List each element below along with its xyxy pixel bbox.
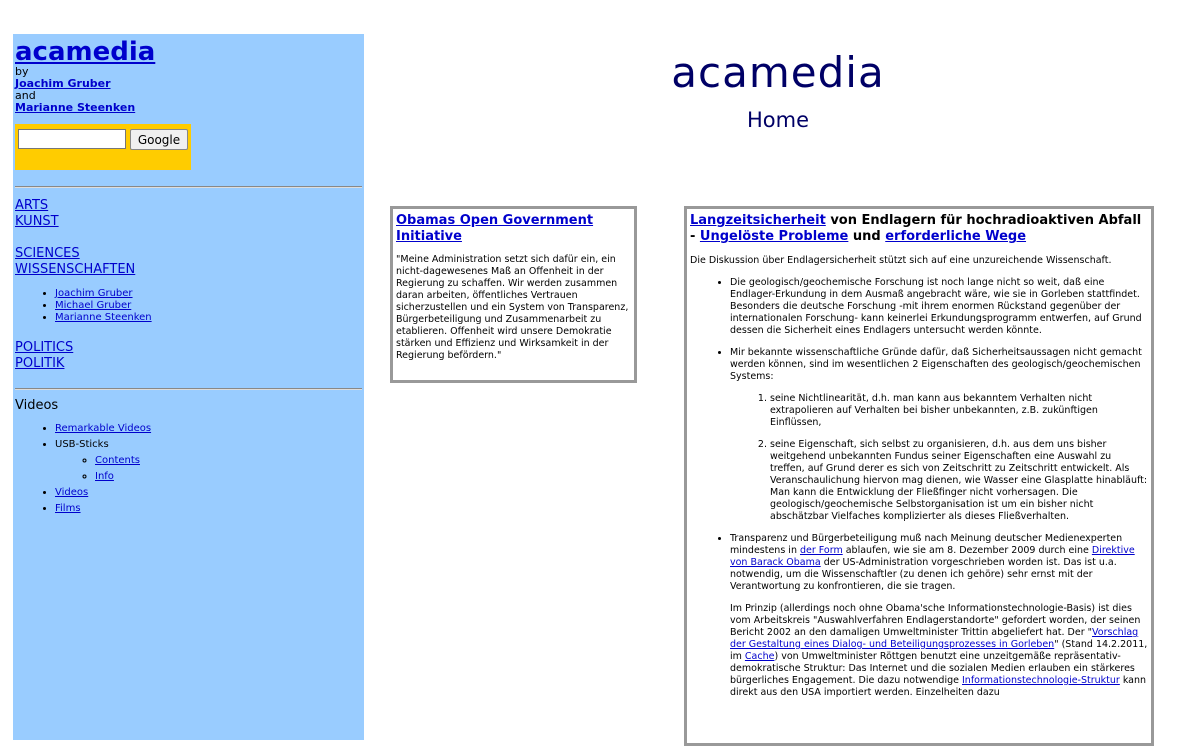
paragraph [730, 603, 1148, 699]
list-item [55, 312, 362, 324]
list-item [55, 421, 362, 437]
nav-politics[interactable]: POLITICS [15, 340, 74, 355]
videos-list [15, 421, 362, 517]
vorschlag-link[interactable]: Vorschlag der Gestaltung eines Dialog- und Beteiligungsprozesses in Gorleben [730, 627, 1139, 650]
list-item: 2. seine Eigenschaft, sich selbst zu organisieren, d.h. aus dem uns bisher weitgehend unbekannten Fundus seiner Eigenschaften eine Auswahl zu treffen, auf Grund derer es sich von Zeitschritt zu Zeitschritt entwickelt. Als Veranschaulichung hiervon mag dienen, wie Wasser eine Glasplatte hinabläuft: Man kann die Entwicklung der Fließfinger nicht vorhersagen. Die geologisch/geochemische Selbstorganisation ist um ein bisher nicht abschätzbar Vielfaches komplizierter als dieses Fließverhalten. [770, 439, 1148, 523]
list-item: 1. seine Nichtlinearität, d.h. man kann aus bekanntem Verhalten nicht extrapolieren auf Verhalten bei bisher unbekannten, z.B. zukünftigen Einflüssen, [770, 393, 1148, 429]
person-link[interactable]: Joachim Gruber [55, 288, 133, 299]
list-item [55, 300, 362, 312]
page-subtitle: Home [746, 108, 809, 132]
list-item [730, 533, 1148, 699]
person-link[interactable]: Marianne Steenken [55, 312, 152, 323]
endlager-heading [690, 213, 1148, 245]
films-link[interactable]: Films [55, 503, 81, 514]
it-structure-link[interactable]: Informationstechnologie-Struktur [962, 675, 1120, 686]
bullet-text: der US-Administration vorgeschrieben worden ist. Das ist u.a. notwendig, um die Wissenschaftler (zu denen ich gehöre) sehr ernst mit der Verantwortung zu konfrontieren, die sie tragen. [730, 557, 1117, 592]
usb-contents-link[interactable]: Contents [95, 455, 140, 466]
bullet-text: Mir bekannte wissenschaftliche Gründe dafür, daß Sicherheitsaussagen nicht gemacht werden können, sind im wesentlichen 2 Eigenschaften des geologisch/geochemischen Systems: [730, 347, 1142, 382]
obama-box [390, 206, 637, 383]
videos-heading: Videos [15, 398, 59, 413]
obama-directive-link[interactable]: Direktive von Barack Obama [730, 545, 1135, 568]
list-item [55, 288, 362, 300]
ungeloeste-probleme-link[interactable]: Ungelöste Probleme [699, 229, 849, 244]
nav-sciences[interactable]: SCIENCES [15, 246, 80, 261]
para-text: Im Prinzip (allerdings noch ohne Obama'sche Informationstechnologie-Basis) ist dies vom Arbeitskreis "Auswahlverfahren Endlagerstandorte" gefordert worden, der seinen Bericht 2002 an den damaligen Umweltminister Trittin abgeliefert hat. Der " [730, 603, 1141, 638]
people-list [15, 288, 362, 324]
author-link-marianne[interactable]: Marianne Steenken [15, 101, 136, 114]
list-item [95, 453, 362, 469]
nav-politik[interactable]: POLITIK [15, 356, 65, 371]
byline-by: by [15, 65, 29, 78]
endlager-box [684, 206, 1154, 746]
langzeitsicherheit-link[interactable]: Langzeitsicherheit [690, 213, 826, 228]
usb-sticks-label: USB-Sticks [55, 439, 109, 450]
heading-text: von Endlagern für hochradioaktiven Abfall - [690, 213, 1142, 244]
person-link[interactable]: Michael Gruber [55, 300, 132, 311]
usb-sublist [55, 453, 362, 485]
list-item [730, 347, 1148, 523]
heading-text: und [848, 229, 886, 244]
bullet-text: Transparenz und Bürgerbeteiligung muß nach Meinung deutscher Medienexperten mindestens in [730, 533, 1123, 556]
google-search-button[interactable]: Google [130, 129, 188, 150]
para-text: ) von Umweltminister Röttgen benutzt eine unzeitgemäße repräsentativ-demokratische Struktur: Das Internet und die sozialen Medien erlauben ein stärkeres bürgerliches Engagement. Die dazu notwendige [730, 651, 1135, 686]
cache-link[interactable]: Cache [744, 651, 775, 662]
der-form-link[interactable]: der Form [799, 545, 843, 556]
remarkable-videos-link[interactable]: Remarkable Videos [55, 423, 152, 434]
search-input[interactable] [18, 129, 126, 149]
videos-link[interactable]: Videos [55, 487, 89, 498]
list-item [55, 501, 362, 517]
author-link-joachim[interactable]: Joachim Gruber [15, 77, 111, 90]
endlager-list [690, 277, 1148, 699]
brand-link[interactable]: acamedia [15, 37, 156, 67]
para-text: kann direkt aus den USA importiert werden. Einzelheiten dazu [730, 675, 1147, 698]
obama-initiative-link[interactable]: Obamas Open Government Initiative [396, 213, 594, 244]
usb-info-link[interactable]: Info [95, 471, 114, 482]
bullet-text: ablaufen, wie sie am 8. Dezember 2009 durch eine [842, 545, 1092, 556]
byline-and: and [15, 89, 36, 102]
endlager-intro: Die Diskussion über Endlagersicherheit stützt sich auf eine unzureichende Wissenschaft. [690, 255, 1112, 266]
site-title: acamedia [671, 48, 885, 97]
para-text: " (Stand 14.2.2011, im [730, 639, 1148, 662]
erforderliche-wege-link[interactable]: erforderliche Wege [885, 229, 1027, 244]
sidebar [13, 34, 364, 740]
nav-wissenschaften[interactable]: WISSENSCHAFTEN [15, 262, 136, 277]
nav-arts[interactable]: ARTS [15, 198, 49, 213]
search-box [15, 124, 191, 170]
list-item: • Die geologisch/geochemische Forschung ist noch lange nicht so weit, daß eine Endlager-Erkundung in dem Ausmaß angebracht wäre, wie sie in Gorleben stattfindet. Besonders die deutsche Forschung -mit ihrem enormen Rückstand gegenüber der internationalen Forschung- kann keinerlei Erkundungsprogramm entwerfen, auf Grund dessen die Sicherheit eines Endlagers untersucht werden könnte. [730, 277, 1148, 337]
nav-kunst[interactable]: KUNST [15, 214, 59, 229]
obama-quote: "Meine Administration setzt sich dafür ein, ein nicht-dagewesenes Maß an Offenheit in der Regierung zu schaffen. Wir werden zusammen daran arbeiten, öffentliches Vertrauen sicherzustellen und ein System von Transparenz, Bürgerbeteiligung und Zusammenarbeit zu etablieren. Offenheit wird unsere Demokratie stärken und Effizienz und Wirksamkeit in der Regierung befördern." [396, 254, 629, 361]
properties-list [730, 393, 1148, 523]
list-item [55, 485, 362, 501]
list-item [55, 437, 362, 485]
list-item [95, 469, 362, 485]
